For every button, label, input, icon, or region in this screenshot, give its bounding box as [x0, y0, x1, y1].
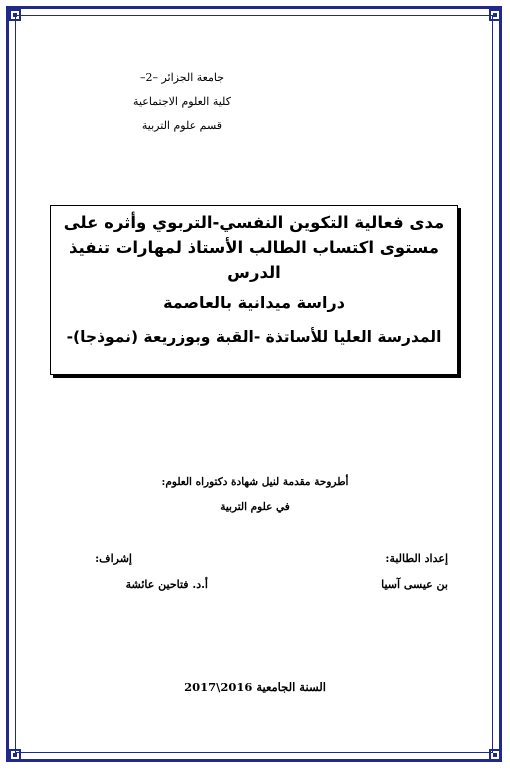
academic-year: السنة الجامعية 2016\2017 — [184, 680, 326, 694]
title-line-3: الدرس — [227, 263, 281, 282]
title-line-1: مدى فعالية التكوين النفسي-التربوي وأثره على — [63, 213, 445, 232]
supervisor-name: أ.د. فتاحين عائشة — [125, 578, 208, 591]
thesis-title — [59, 210, 449, 285]
faculty-name: كلية العلوم الاجتماعية — [133, 95, 231, 108]
supervision-label: إشراف: — [95, 552, 132, 565]
university-name: جامعة الجزائر –2– — [139, 71, 224, 84]
corner-ornament-bottom-right — [488, 748, 502, 762]
corner-ornament-top-right — [488, 8, 502, 22]
thesis-description — [120, 470, 390, 520]
student-name: بن عيسى آسيا — [381, 578, 448, 591]
thesis-degree-line: أطروحة مقدمة لنيل شهادة دكتوراه العلوم: — [161, 476, 349, 488]
thesis-title-box — [50, 205, 458, 375]
supervision-block — [58, 546, 208, 598]
title-line-2: مستوى اكتساب الطالب الأستاذ لمهارات تنفيذ — [69, 238, 439, 257]
case-study-line: المدرسة العليا للأساتذة -القبة وبوزريعة (نموذجا)- — [66, 328, 442, 346]
corner-ornament-bottom-left — [8, 748, 22, 762]
institution-header — [82, 66, 282, 138]
department-name: قسم علوم التربية — [141, 119, 223, 132]
study-subtitle: دراسة ميدانية بالعاصمة — [163, 293, 345, 312]
thesis-field-line: في علوم التربية — [220, 501, 290, 513]
prepared-by-label: إعداد الطالبة: — [385, 552, 448, 565]
corner-ornament-top-left — [8, 8, 22, 22]
prepared-by-block — [308, 546, 448, 598]
